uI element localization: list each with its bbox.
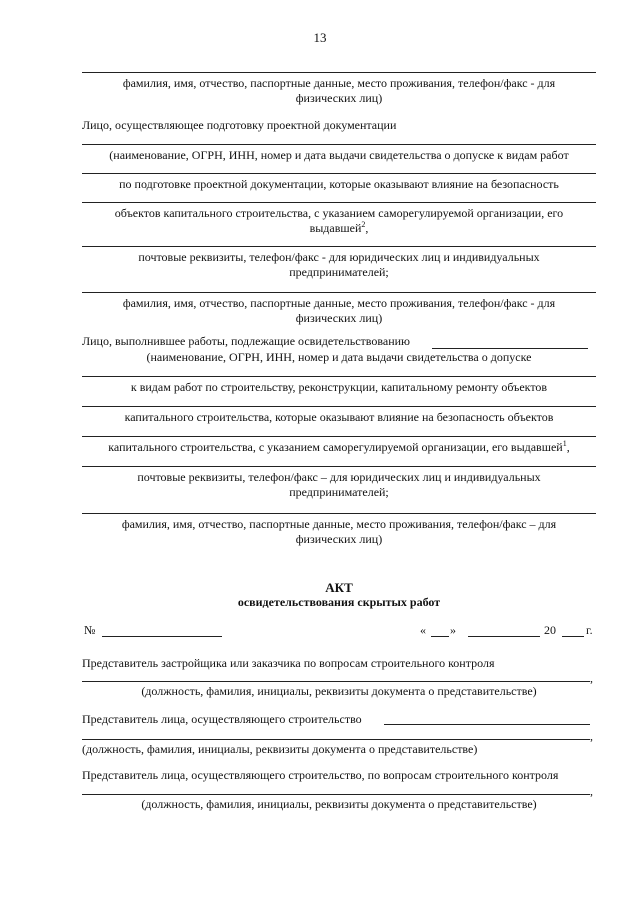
field-caption: (должность, фамилия, инициалы, реквизиты документа о представительстве) [141, 684, 537, 698]
field-caption: к видам работ по строительству, реконструкции, капитальному ремонту объектов [130, 380, 548, 394]
footnote-mark: 1 [562, 439, 567, 448]
field-caption: (наименование, ОГРН, ИНН, номер и дата выдачи свидетельства о допуске к видам работ [109, 148, 569, 162]
representative-field[interactable] [384, 724, 590, 725]
fill-line [82, 406, 596, 407]
representative-field[interactable] [82, 739, 590, 740]
field-caption: (наименование, ОГРН, ИНН, номер и дата выдачи свидетельства о допуске [146, 350, 532, 364]
designer-label: Лицо, осуществляющее подготовку проектной документации [82, 118, 397, 132]
field-caption: почтовые реквизиты, телефон/факс - для юридических лиц и индивидуальных [138, 250, 540, 264]
representative-field[interactable] [82, 681, 590, 682]
fill-line [82, 436, 596, 437]
field-caption: (должность, фамилия, инициалы, реквизиты документа о представительстве) [141, 797, 537, 811]
field-caption: капитального строительства, с указанием саморегулируемой организации, его выдавшей$^1$, [108, 439, 570, 454]
date-quote-open: « [420, 623, 426, 637]
field-caption: физических лиц) [295, 311, 383, 325]
act-title: АКТ [325, 580, 353, 595]
field-caption: предпринимателей; [289, 265, 389, 279]
date-year-suffix: г. [586, 623, 593, 637]
date-month-field[interactable] [468, 636, 540, 637]
fill-line [432, 348, 588, 349]
field-caption: фамилия, имя, отчество, паспортные данные, место проживания, телефон/факс - для [122, 76, 556, 90]
fill-line [82, 246, 596, 247]
representative-field[interactable] [82, 794, 590, 795]
fill-line [82, 72, 596, 73]
page-number: 13 [313, 30, 327, 45]
footnote-mark: 2 [361, 220, 366, 229]
field-caption: фамилия, имя, отчество, паспортные данные, место проживания, телефон/факс - для [122, 296, 556, 310]
fill-line [82, 202, 596, 203]
comma: , [590, 671, 593, 685]
date-year-prefix: 20 [544, 623, 556, 637]
field-caption: объектов капитального строительства, с указанием саморегулируемой организации, его [114, 206, 564, 220]
representative-label: Представитель застройщика или заказчика по вопросам строительного контроля [82, 656, 495, 670]
representative-label: Представитель лица, осуществляющего строительство, по вопросам строительного контроля [82, 768, 559, 782]
fill-line [82, 292, 596, 293]
representative-label: Представитель лица, осуществляющего строительство [82, 712, 362, 726]
field-caption: почтовые реквизиты, телефон/факс – для юридических лиц и индивидуальных [137, 470, 541, 484]
fill-line [82, 144, 596, 145]
field-caption: по подготовке проектной документации, которые оказывают влияние на безопасность [119, 177, 559, 191]
act-subtitle: освидетельствования скрытых работ [237, 595, 441, 609]
act-number-label: № [84, 623, 96, 637]
field-caption: фамилия, имя, отчество, паспортные данные, место проживания, телефон/факс – для [121, 517, 557, 531]
fill-line [82, 376, 596, 377]
comma: , [590, 729, 593, 743]
field-caption: физических лиц) [295, 532, 383, 546]
date-quote-close: » [450, 623, 456, 637]
field-caption: капитального строительства, которые оказывают влияние на безопасность объектов [124, 410, 554, 424]
fill-line [82, 513, 596, 514]
field-caption: (должность, фамилия, инициалы, реквизиты документа о представительстве) [82, 742, 478, 756]
comma: , [590, 784, 593, 798]
field-caption: выдавшей$^2$, [309, 220, 369, 235]
act-number-field[interactable] [102, 636, 222, 637]
date-year-field[interactable] [562, 636, 584, 637]
field-caption: предпринимателей; [289, 485, 389, 499]
field-caption: физических лиц) [295, 91, 383, 105]
date-day-field[interactable] [431, 636, 449, 637]
fill-line [82, 466, 596, 467]
contractor-label: Лицо, выполнившее работы, подлежащие освидетельствованию [82, 334, 411, 348]
fill-line [82, 173, 596, 174]
